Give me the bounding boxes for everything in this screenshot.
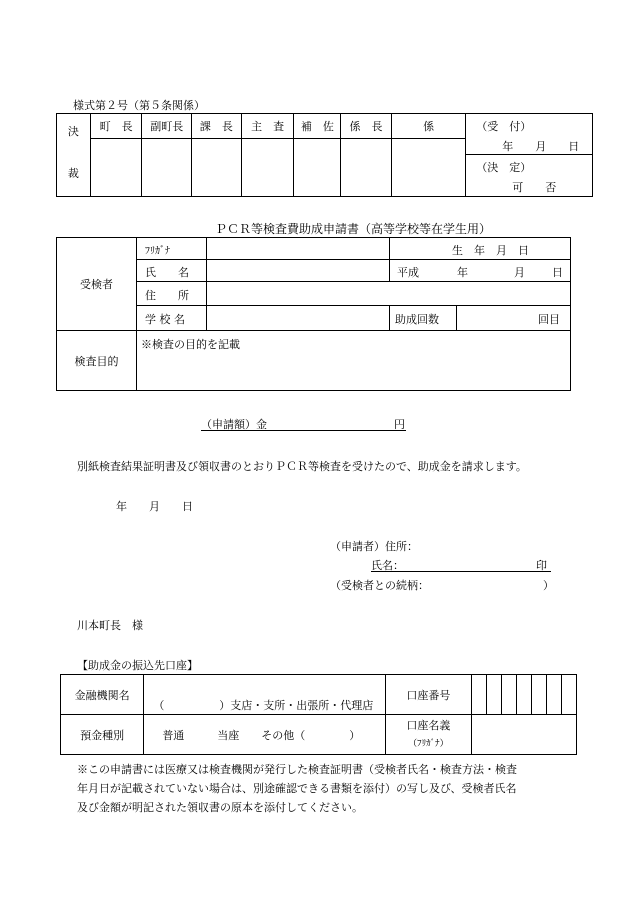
institution-label: 金融機関名 [61, 675, 144, 715]
purpose-note: ※検査の目的を記載 [141, 338, 240, 351]
account-digit-4[interactable] [516, 675, 531, 715]
stamp-fukuchocho [142, 139, 192, 197]
bank-section-title: 【助成金の振込先口座】 [77, 659, 198, 672]
request-date: 年 月 日 [116, 500, 193, 513]
decided-value: 可 否 [512, 181, 557, 194]
header-shusa: 主 査 [241, 114, 294, 139]
footnote-line-1: ※この申請書には医療又は検査機関が発行した検査証明書（受検者氏名・検査方法・検査 [77, 763, 517, 776]
era-label: 平成 [397, 266, 419, 279]
header-kakari: 係 [391, 114, 465, 139]
decided-label: （決 定） [476, 161, 532, 174]
approval-table [56, 113, 593, 197]
header-chocho: 町 長 [90, 114, 142, 139]
amount-input[interactable] [201, 416, 406, 431]
header-kakaricho: 係 長 [341, 114, 392, 139]
account-holder-label: 口座名義 [406, 718, 451, 732]
amount-prefix: （申請額）金 [201, 418, 267, 431]
birth-label: 生 年 月 日 [452, 244, 529, 257]
stamp-chocho [90, 139, 142, 197]
footnote-line-2: 年月日が記載されていない場合は、別途確認できる書類を添付）の写し及び、受検者氏名 [77, 782, 517, 795]
stamp-kakaricho [341, 139, 392, 197]
account-digit-2[interactable] [486, 675, 501, 715]
month-unit: 月 [514, 266, 525, 279]
account-digit-6[interactable] [546, 675, 561, 715]
footnote [77, 760, 517, 817]
furigana-label: ﾌﾘｶﾞﾅ [137, 238, 207, 260]
day-unit: 日 [552, 266, 563, 279]
furigana-input[interactable] [207, 238, 390, 260]
account-holder-label-cell [386, 715, 471, 755]
header-hosa: 補 佐 [294, 114, 341, 139]
stamp-shusa [241, 139, 294, 197]
header-kacho: 課 長 [192, 114, 242, 139]
applicant-address: （申請者）住所： [330, 540, 418, 553]
school-label: 学 校 名 [137, 306, 207, 331]
account-number-label: 口座番号 [386, 675, 471, 715]
seal-mark: 印 [536, 559, 547, 572]
addressee: 川本町長 様 [77, 619, 143, 632]
stamp-kakari [391, 139, 465, 197]
count-unit: 回目 [538, 313, 560, 326]
address-label: 住 所 [137, 282, 207, 306]
branch-text: （ ）支店・支所・出張所・代理店 [153, 699, 374, 712]
deposit-type-label: 預金種別 [61, 715, 144, 755]
account-digit-5[interactable] [531, 675, 546, 715]
received-decided-cell [466, 114, 593, 197]
request-text: 別紙検査結果証明書及び領収書のとおりＰＣＲ等検査を受けたので、助成金を請求します。 [77, 460, 527, 473]
form-title: ＰＣＲ等検査費助成申請書（高等学校等在学生用） [215, 222, 492, 236]
name-input[interactable] [207, 260, 390, 282]
account-digit-1[interactable] [471, 675, 486, 715]
count-cell[interactable] [457, 306, 571, 331]
purpose-label: 検査目的 [57, 331, 137, 391]
purpose-input[interactable] [137, 331, 571, 391]
name-label: 氏 名 [137, 260, 207, 282]
relation-close: ） [543, 579, 554, 592]
account-digit-7[interactable] [561, 675, 576, 715]
applicant-table [56, 237, 571, 391]
school-input[interactable] [207, 306, 390, 331]
birth-cell [390, 238, 571, 260]
applicant-name-label: 氏名： [371, 559, 404, 572]
applicant-name-input[interactable] [371, 557, 551, 572]
birthdate-cell[interactable] [390, 260, 571, 282]
stamp-kacho [192, 139, 242, 197]
kessai-label-2: 裁 [67, 167, 79, 180]
deposit-type-options[interactable]: 普通 当座 その他（ ） [144, 715, 386, 755]
institution-input[interactable] [144, 675, 386, 715]
applicant-group-label: 受検者 [57, 238, 137, 331]
amount-suffix: 円 [394, 418, 405, 431]
account-digit-3[interactable] [501, 675, 516, 715]
bank-table [60, 674, 577, 755]
kessai-cell [57, 114, 91, 197]
account-holder-kana: （ﾌﾘｶﾞﾅ） [408, 738, 449, 749]
received-label: （受 付） [476, 120, 532, 133]
received-date: 年 月 日 [502, 140, 580, 153]
account-holder-input[interactable] [471, 715, 576, 755]
footnote-line-3: 及び金額が明記された領収書の原本を添付してください。 [77, 801, 363, 814]
year-unit: 年 [457, 266, 468, 279]
kessai-label-1: 決 [67, 125, 79, 138]
form-number: 様式第２号（第５条関係） [73, 99, 205, 112]
relation-label: （受検者との続柄： [330, 579, 429, 592]
header-fukuchocho: 副町長 [142, 114, 192, 139]
address-input[interactable] [207, 282, 571, 306]
stamp-hosa [294, 139, 341, 197]
count-label: 助成回数 [390, 306, 457, 331]
